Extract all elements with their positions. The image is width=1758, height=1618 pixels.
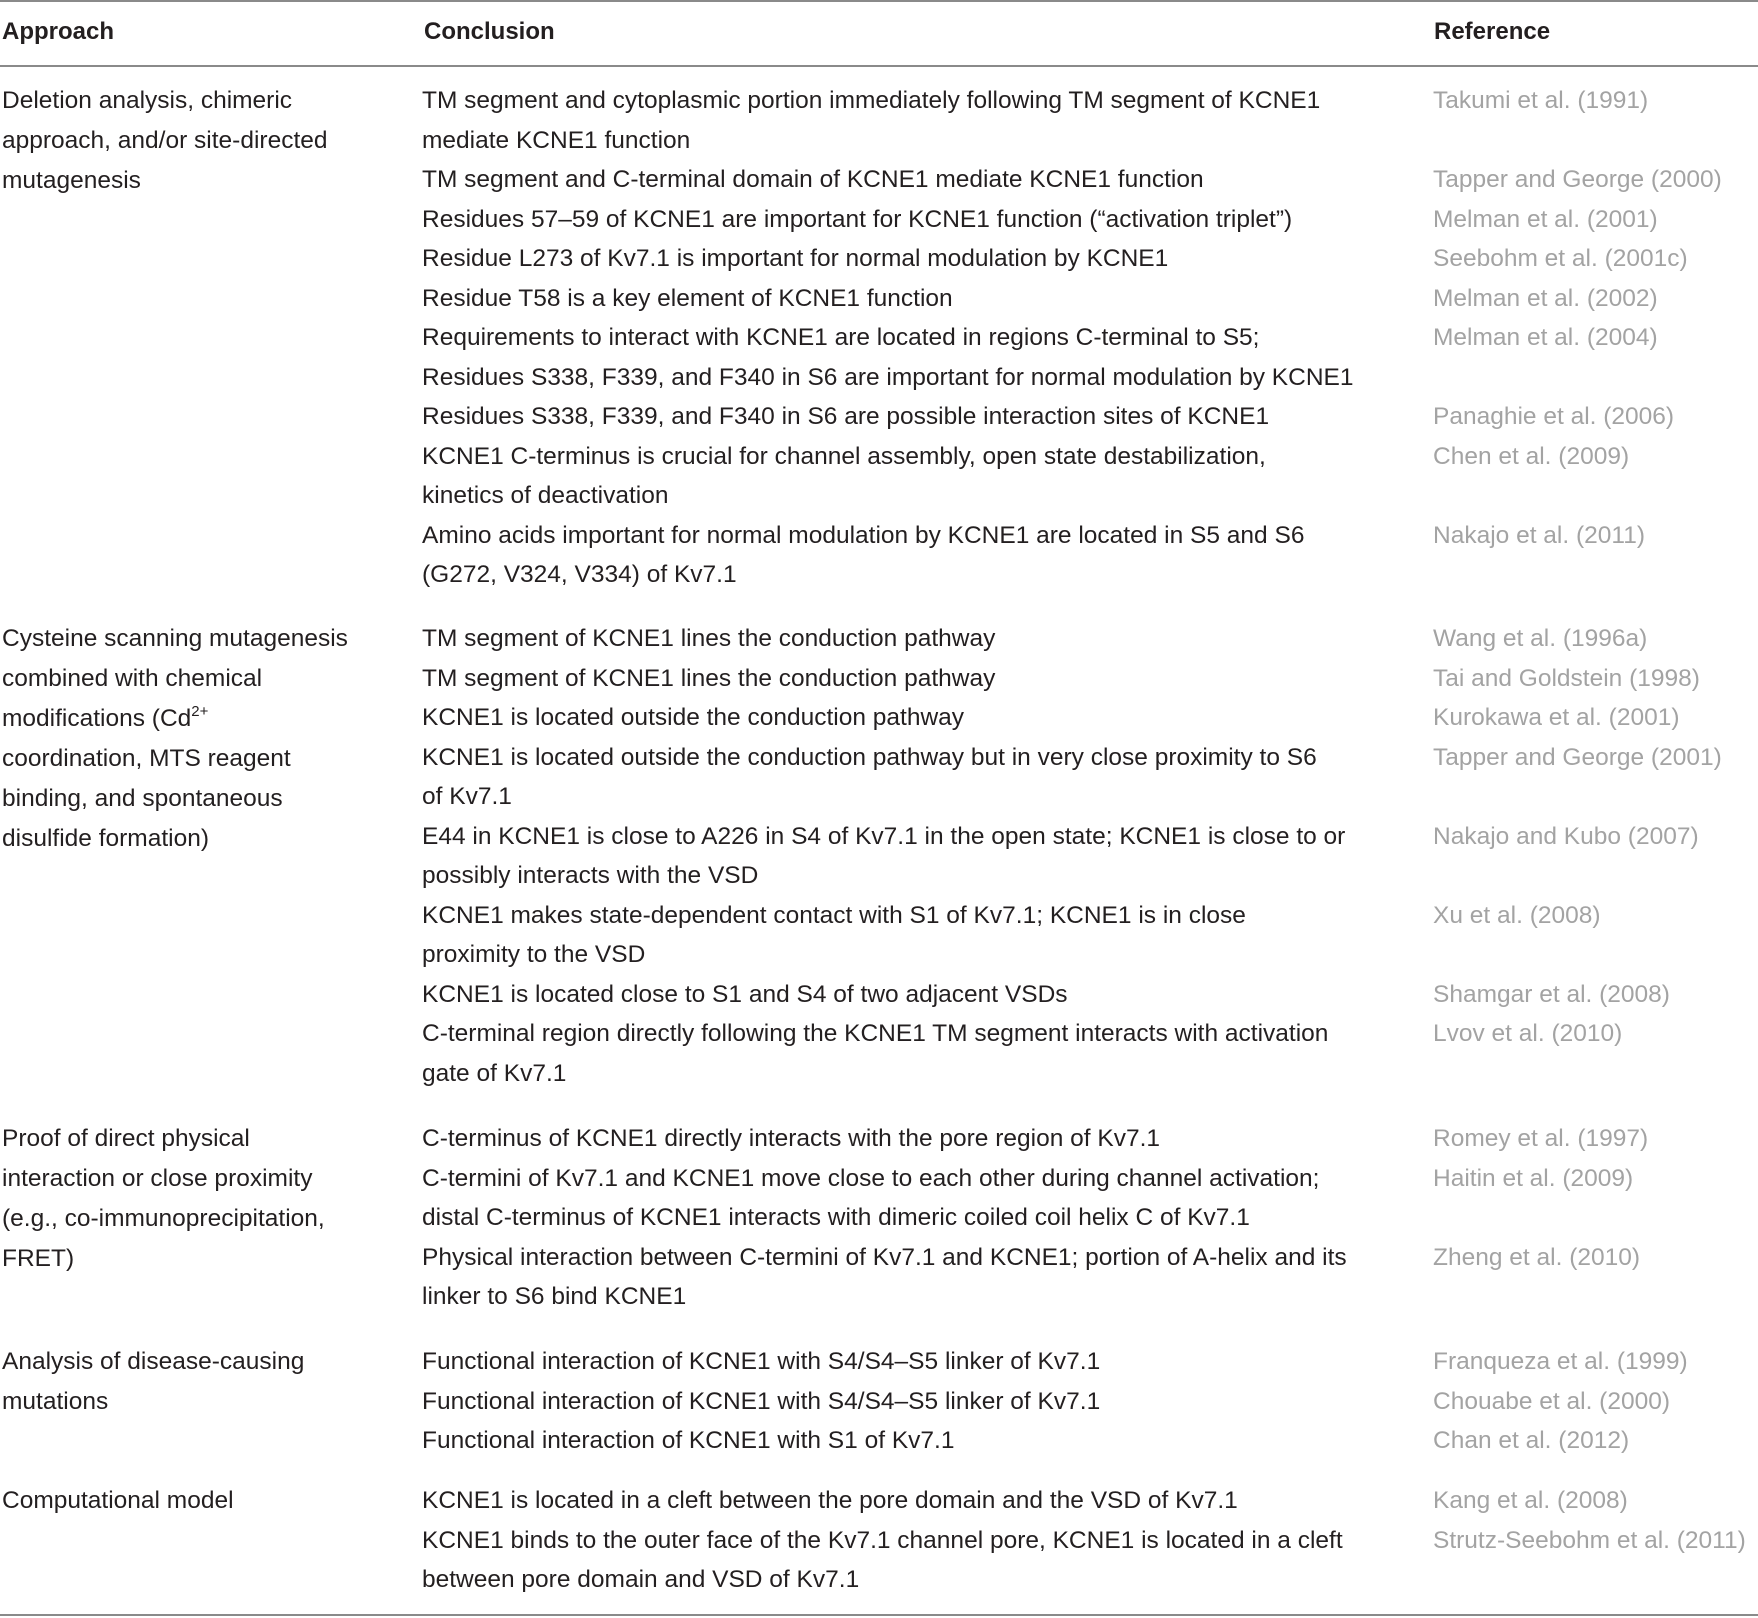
table-row: [0, 817, 1758, 896]
table-row: [0, 619, 1758, 659]
conclusion-cell: KCNE1 is located outside the conduction pathway: [422, 704, 965, 731]
conclusion-cell: Physical interaction between C-termini of Kv7.1 and KCNE1; portion of A-helix and its linker to S6 bind KCNE1: [422, 1243, 1347, 1310]
conclusion-cell: KCNE1 is located in a cleft between the pore domain and the VSD of Kv7.1: [422, 1487, 1238, 1514]
table-row: [0, 1014, 1758, 1093]
table-row: [0, 81, 1758, 160]
header-reference: Reference: [1434, 18, 1551, 45]
conclusion-cell: C-terminus of KCNE1 directly interacts with the pore region of Kv7.1: [422, 1125, 1161, 1152]
reference-cell: Melman et al. (2004): [1433, 324, 1658, 351]
approach-cell: Computational model: [2, 1487, 234, 1514]
table-group-direct-interaction: [0, 1119, 1758, 1317]
conclusion-cell: Residue L273 of Kv7.1 is important for normal modulation by KCNE1: [422, 245, 1169, 272]
conclusion-cell: C-termini of Kv7.1 and KCNE1 move close to each other during channel activation; distal C-terminus of KCNE1 interacts with dimeric coiled coil helix C of Kv7.1: [422, 1164, 1320, 1231]
reference-cell: Nakajo et al. (2011): [1433, 521, 1645, 549]
table-row: [0, 1382, 1758, 1422]
conclusion-cell: Residue T58 is a key element of KCNE1 function: [422, 284, 953, 312]
reference-cell: Melman et al. (2002): [1433, 284, 1658, 312]
reference-cell: Tai and Goldstein (1998): [1433, 664, 1700, 692]
conclusion-cell: TM segment of KCNE1 lines the conduction pathway: [422, 625, 996, 652]
conclusion-cell: TM segment and C-terminal domain of KCNE1 mediate KCNE1 function: [422, 166, 1204, 193]
table-row: [0, 437, 1758, 516]
conclusion-cell: Functional interaction of KCNE1 with S1 of Kv7.1: [422, 1427, 955, 1454]
conclusion-cell: Amino acids important for normal modulation by KCNE1 are located in S5 and S6 (G272, V324, V334) of Kv7.1: [422, 521, 1305, 588]
table-row: [0, 160, 1758, 200]
reference-cell: Melman et al. (2001): [1433, 205, 1658, 233]
reference-cell: Takumi et al. (1991): [1433, 87, 1649, 114]
reference-cell: Shamgar et al. (2008): [1433, 980, 1670, 1008]
table-row: [0, 896, 1758, 975]
reference-cell: Chan et al. (2012): [1433, 1427, 1630, 1454]
table-row: [0, 318, 1758, 397]
reference-cell: Wang et al. (1996a): [1433, 625, 1648, 652]
table-row: [0, 975, 1758, 1015]
table-row: [0, 738, 1758, 817]
table-row: [0, 1421, 1758, 1461]
reference-cell: Xu et al. (2008): [1433, 901, 1601, 929]
table-row: [0, 1119, 1758, 1159]
table-row: [0, 516, 1758, 595]
conclusion-cell: KCNE1 is located outside the conduction pathway but in very close proximity to S6 of Kv7.1: [422, 743, 1317, 810]
conclusion-cell: Requirements to interact with KCNE1 are located in regions C-terminal to S5; Residues S338, F339, and F340 in S6 are important for normal modulation by KCNE1: [422, 324, 1354, 391]
reference-cell: Chen et al. (2009): [1433, 442, 1630, 470]
table-group-deletion-analysis: [0, 81, 1758, 595]
table-row: [0, 698, 1758, 738]
table-row: [0, 1238, 1758, 1317]
table-top-rule: [0, 0, 1758, 2]
conclusion-cell: KCNE1 binds to the outer face of the Kv7.1 channel pore, KCNE1 is located in a cleft between pore domain and VSD of Kv7.1: [422, 1526, 1343, 1593]
conclusion-cell: KCNE1 makes state-dependent contact with S1 of Kv7.1; KCNE1 is in close proximity to the VSD: [422, 901, 1246, 968]
conclusion-cell: TM segment and cytoplasmic portion immediately following TM segment of KCNE1 mediate KCNE1 function: [422, 87, 1321, 154]
table-row: [0, 1521, 1758, 1600]
table-row: [0, 659, 1758, 699]
reference-cell: Seebohm et al. (2001c): [1433, 245, 1688, 272]
reference-cell: Zheng et al. (2010): [1433, 1243, 1641, 1271]
table-row: [0, 239, 1758, 279]
conclusion-cell: Functional interaction of KCNE1 with S4/S4–S5 linker of Kv7.1: [422, 1387, 1101, 1415]
conclusion-cell: Residues 57–59 of KCNE1 are important for KCNE1 function (“activation triplet”): [422, 205, 1293, 233]
reference-cell: Kang et al. (2008): [1433, 1487, 1628, 1514]
table-group-computational-model: [0, 1481, 1758, 1600]
table-row: [0, 200, 1758, 240]
header-conclusion: Conclusion: [424, 18, 555, 45]
conclusion-cell: KCNE1 C-terminus is crucial for channel assembly, open state destabilization, kinetics of deactivation: [422, 442, 1266, 509]
reference-cell: Franqueza et al. (1999): [1433, 1348, 1688, 1375]
reference-cell: Haitin et al. (2009): [1433, 1164, 1634, 1192]
table-row: [0, 1342, 1758, 1382]
reference-cell: Nakajo and Kubo (2007): [1433, 822, 1699, 850]
conclusion-cell: Residues S338, F339, and F340 in S6 are possible interaction sites of KCNE1: [422, 403, 1270, 430]
header-approach: Approach: [2, 18, 115, 45]
approach-text-part: coordination, MTS reagent binding, and spontaneous disulfide formation): [2, 745, 291, 852]
approach-cell: Analysis of disease-causing mutations: [2, 1348, 305, 1415]
reference-cell: Chouabe et al. (2000): [1433, 1387, 1670, 1415]
reference-cell: Kurokawa et al. (2001): [1433, 704, 1680, 731]
reference-cell: Tapper and George (2001): [1433, 743, 1722, 771]
table-row: [0, 1159, 1758, 1238]
conclusion-cell: KCNE1 is located close to S1 and S4 of two adjacent VSDs: [422, 980, 1068, 1008]
approach-text-part: Cysteine scanning mutagenesis combined with chemical modifications (Cd: [2, 625, 348, 732]
reference-cell: Romey et al. (1997): [1433, 1125, 1649, 1152]
reference-cell: Panaghie et al. (2006): [1433, 403, 1675, 430]
header-rule: [0, 65, 1758, 67]
conclusion-cell: Functional interaction of KCNE1 with S4/S4–S5 linker of Kv7.1: [422, 1348, 1101, 1375]
reference-cell: Strutz-Seebohm et al. (2011): [1433, 1526, 1746, 1554]
conclusion-cell: TM segment of KCNE1 lines the conduction pathway: [422, 664, 996, 692]
approach-cell: Proof of direct physical interaction or close proximity (e.g., co-immunoprecipitation, FRET): [2, 1125, 325, 1272]
table-row: [0, 279, 1758, 319]
table-group-cysteine-scanning: [0, 619, 1758, 1093]
table-group-disease-mutations: [0, 1342, 1758, 1461]
reference-cell: Lvov et al. (2010): [1433, 1020, 1623, 1047]
approach-superscript: 2+: [191, 703, 209, 720]
reference-cell: Tapper and George (2000): [1433, 166, 1722, 193]
conclusion-cell: E44 in KCNE1 is close to A226 in S4 of Kv7.1 in the open state; KCNE1 is close to or possibly interacts with the VSD: [422, 822, 1346, 889]
conclusion-cell: C-terminal region directly following the KCNE1 TM segment interacts with activation gate of Kv7.1: [422, 1020, 1329, 1087]
table-row: [0, 1481, 1758, 1521]
table-row: [0, 397, 1758, 437]
table-bottom-rule: [0, 1614, 1758, 1616]
approach-cell: Deletion analysis, chimeric approach, and/or site-directed mutagenesis: [2, 87, 328, 194]
